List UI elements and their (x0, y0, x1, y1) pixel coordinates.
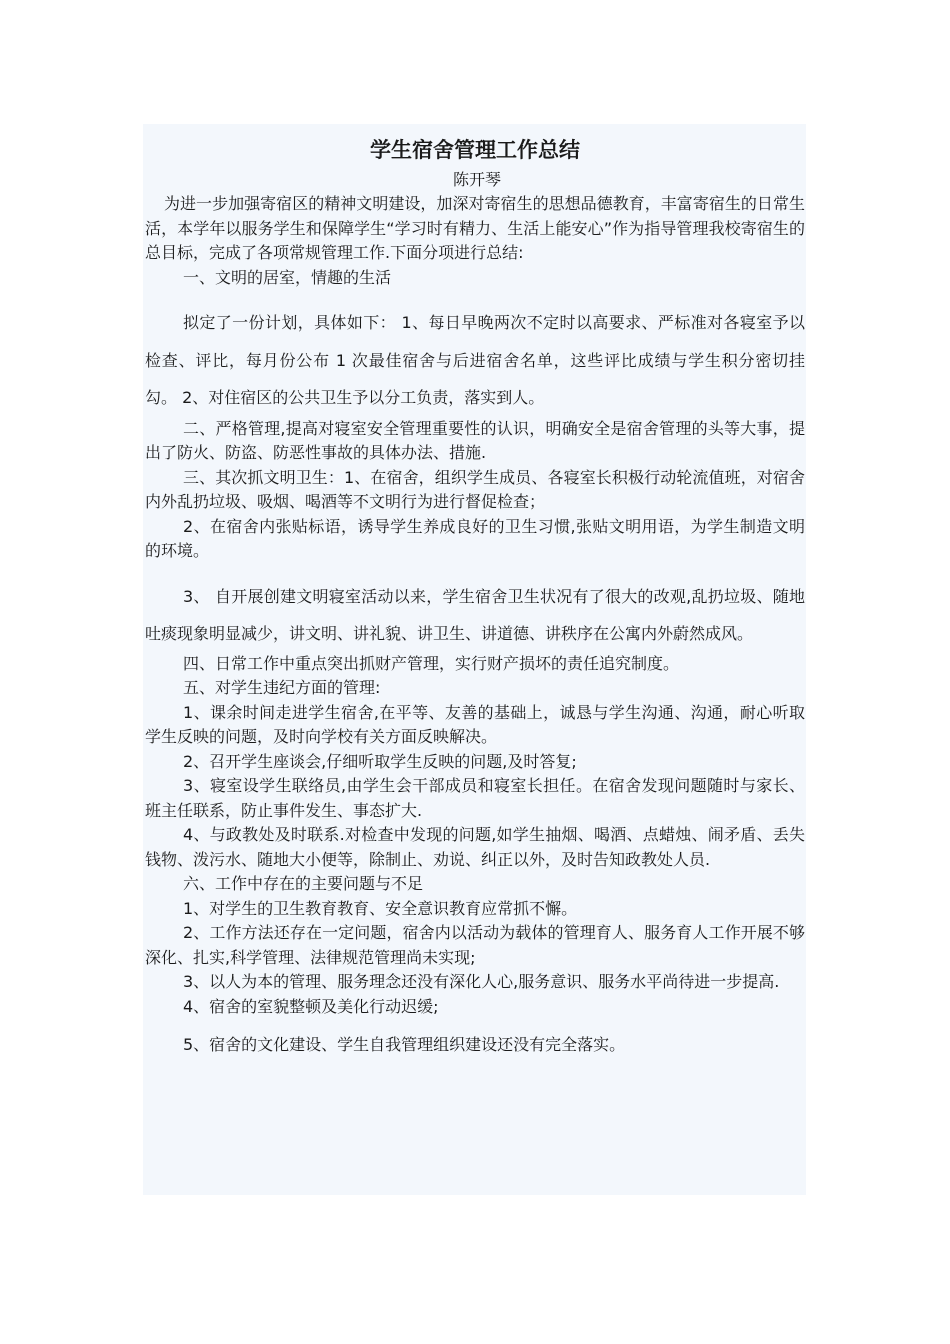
paragraph-section-5-item-1: 1、课余时间走进学生宿舍,在平等、友善的基础上，诚恳与学生沟通、沟通，耐心听取学生反映的问题，及时向学校有关方面反映解决。 (145, 702, 805, 746)
paragraph-section-5-item-4: 4、与政教处及时联系.对检查中发现的问题,如学生抽烟、喝酒、点蜡烛、闹矛盾、丢失钱物、泼污水、随地大小便等，除制止、劝说、纠正以外，及时告知政教处人员. (145, 825, 805, 869)
heading-section-1: 一、文明的居室，情趣的生活 (183, 267, 392, 287)
paragraph-section-3-item-2: 2、在宿舍内张贴标语，诱导学生养成良好的卫生习惯,张贴文明用语，为学生制造文明的环境。 (145, 516, 805, 560)
heading-section-3: 三、其次抓文明卫生：1、在宿舍，组织学生成员、各寝室长积极行动轮流值班，对宿舍内外乱扔垃圾、吸烟、喝酒等不文明行为进行督促检查； (145, 467, 805, 511)
heading-section-2: 二、严格管理,提高对寝室安全管理重要性的认识，明确安全是宿舍管理的头等大事，提出了防火、防盗、防恶性事故的具体办法、措施. (145, 418, 805, 462)
paragraph-section-1-plan: 拟定了一份计划，具体如下： 1、每日早晚两次不定时以高要求、严标准对各寝室予以检查、评比，每月份公布 1 次最佳宿舍与后进宿舍名单，这些评比成绩与学生积分密切挂勾。 2、对住宿区的公共卫生予以分工负责，落实到人。 (145, 313, 805, 407)
heading-section-4: 四、日常工作中重点突出抓财产管理，实行财产损坏的责任追究制度。 (183, 653, 680, 673)
paragraph-section-6-item-5: 5、宿舍的文化建设、学生自我管理组织建设还没有完全落实。 (183, 1035, 626, 1054)
paragraph-section-6-item-1: 1、对学生的卫生教育教育、安全意识教育应常抓不懈。 (183, 898, 578, 918)
document-title: 学生宿舍管理工作总结 (370, 138, 580, 162)
paragraph-intro: 为进一步加强寄宿区的精神文明建设，加深对寄宿生的思想品德教育，丰富寄宿生的日常生活，本学年以服务学生和保障学生“学习时有精力、生活上能安心”作为指导管理我校寄宿生的总目标，完成了各项常规管理工作.下面分项进行总结: (145, 194, 805, 262)
heading-section-6: 六、工作中存在的主要问题与不足 (183, 874, 424, 893)
paragraph-section-5-item-2: 2、召开学生座谈会,仔细听取学生反映的问题,及时答复; (183, 751, 577, 771)
paragraph-section-5-item-3: 3、寝室设学生联络员,由学生会干部成员和寝室长担任。在宿舍发现问题随时与家长、班主任联系，防止事件发生、事态扩大. (145, 776, 805, 820)
paragraph-section-6-item-2: 2、工作方法还存在一定问题，宿舍内以活动为载体的管理育人、服务育人工作开展不够深化、扎实,科学管理、法律规范管理尚未实现; (145, 923, 805, 967)
paragraph-section-3-item-3: 3、 自开展创建文明寝室活动以来，学生宿舍卫生状况有了很大的改观,乱扔垃圾、随地吐痰现象明显减少，讲文明、讲礼貌、讲卫生、讲道德、讲秩序在公寓内外蔚然成风。 (145, 586, 805, 643)
document-page (143, 124, 806, 1195)
paragraph-section-6-item-3: 3、以人为本的管理、服务理念还没有深化人心,服务意识、服务水平尚待进一步提高. (183, 972, 780, 991)
document-author: 陈开琴 (452, 170, 501, 189)
heading-section-5: 五、对学生违纪方面的管理: (183, 678, 381, 697)
paragraph-section-6-item-4: 4、宿舍的室貌整顿及美化行动迟缓; (183, 996, 439, 1016)
